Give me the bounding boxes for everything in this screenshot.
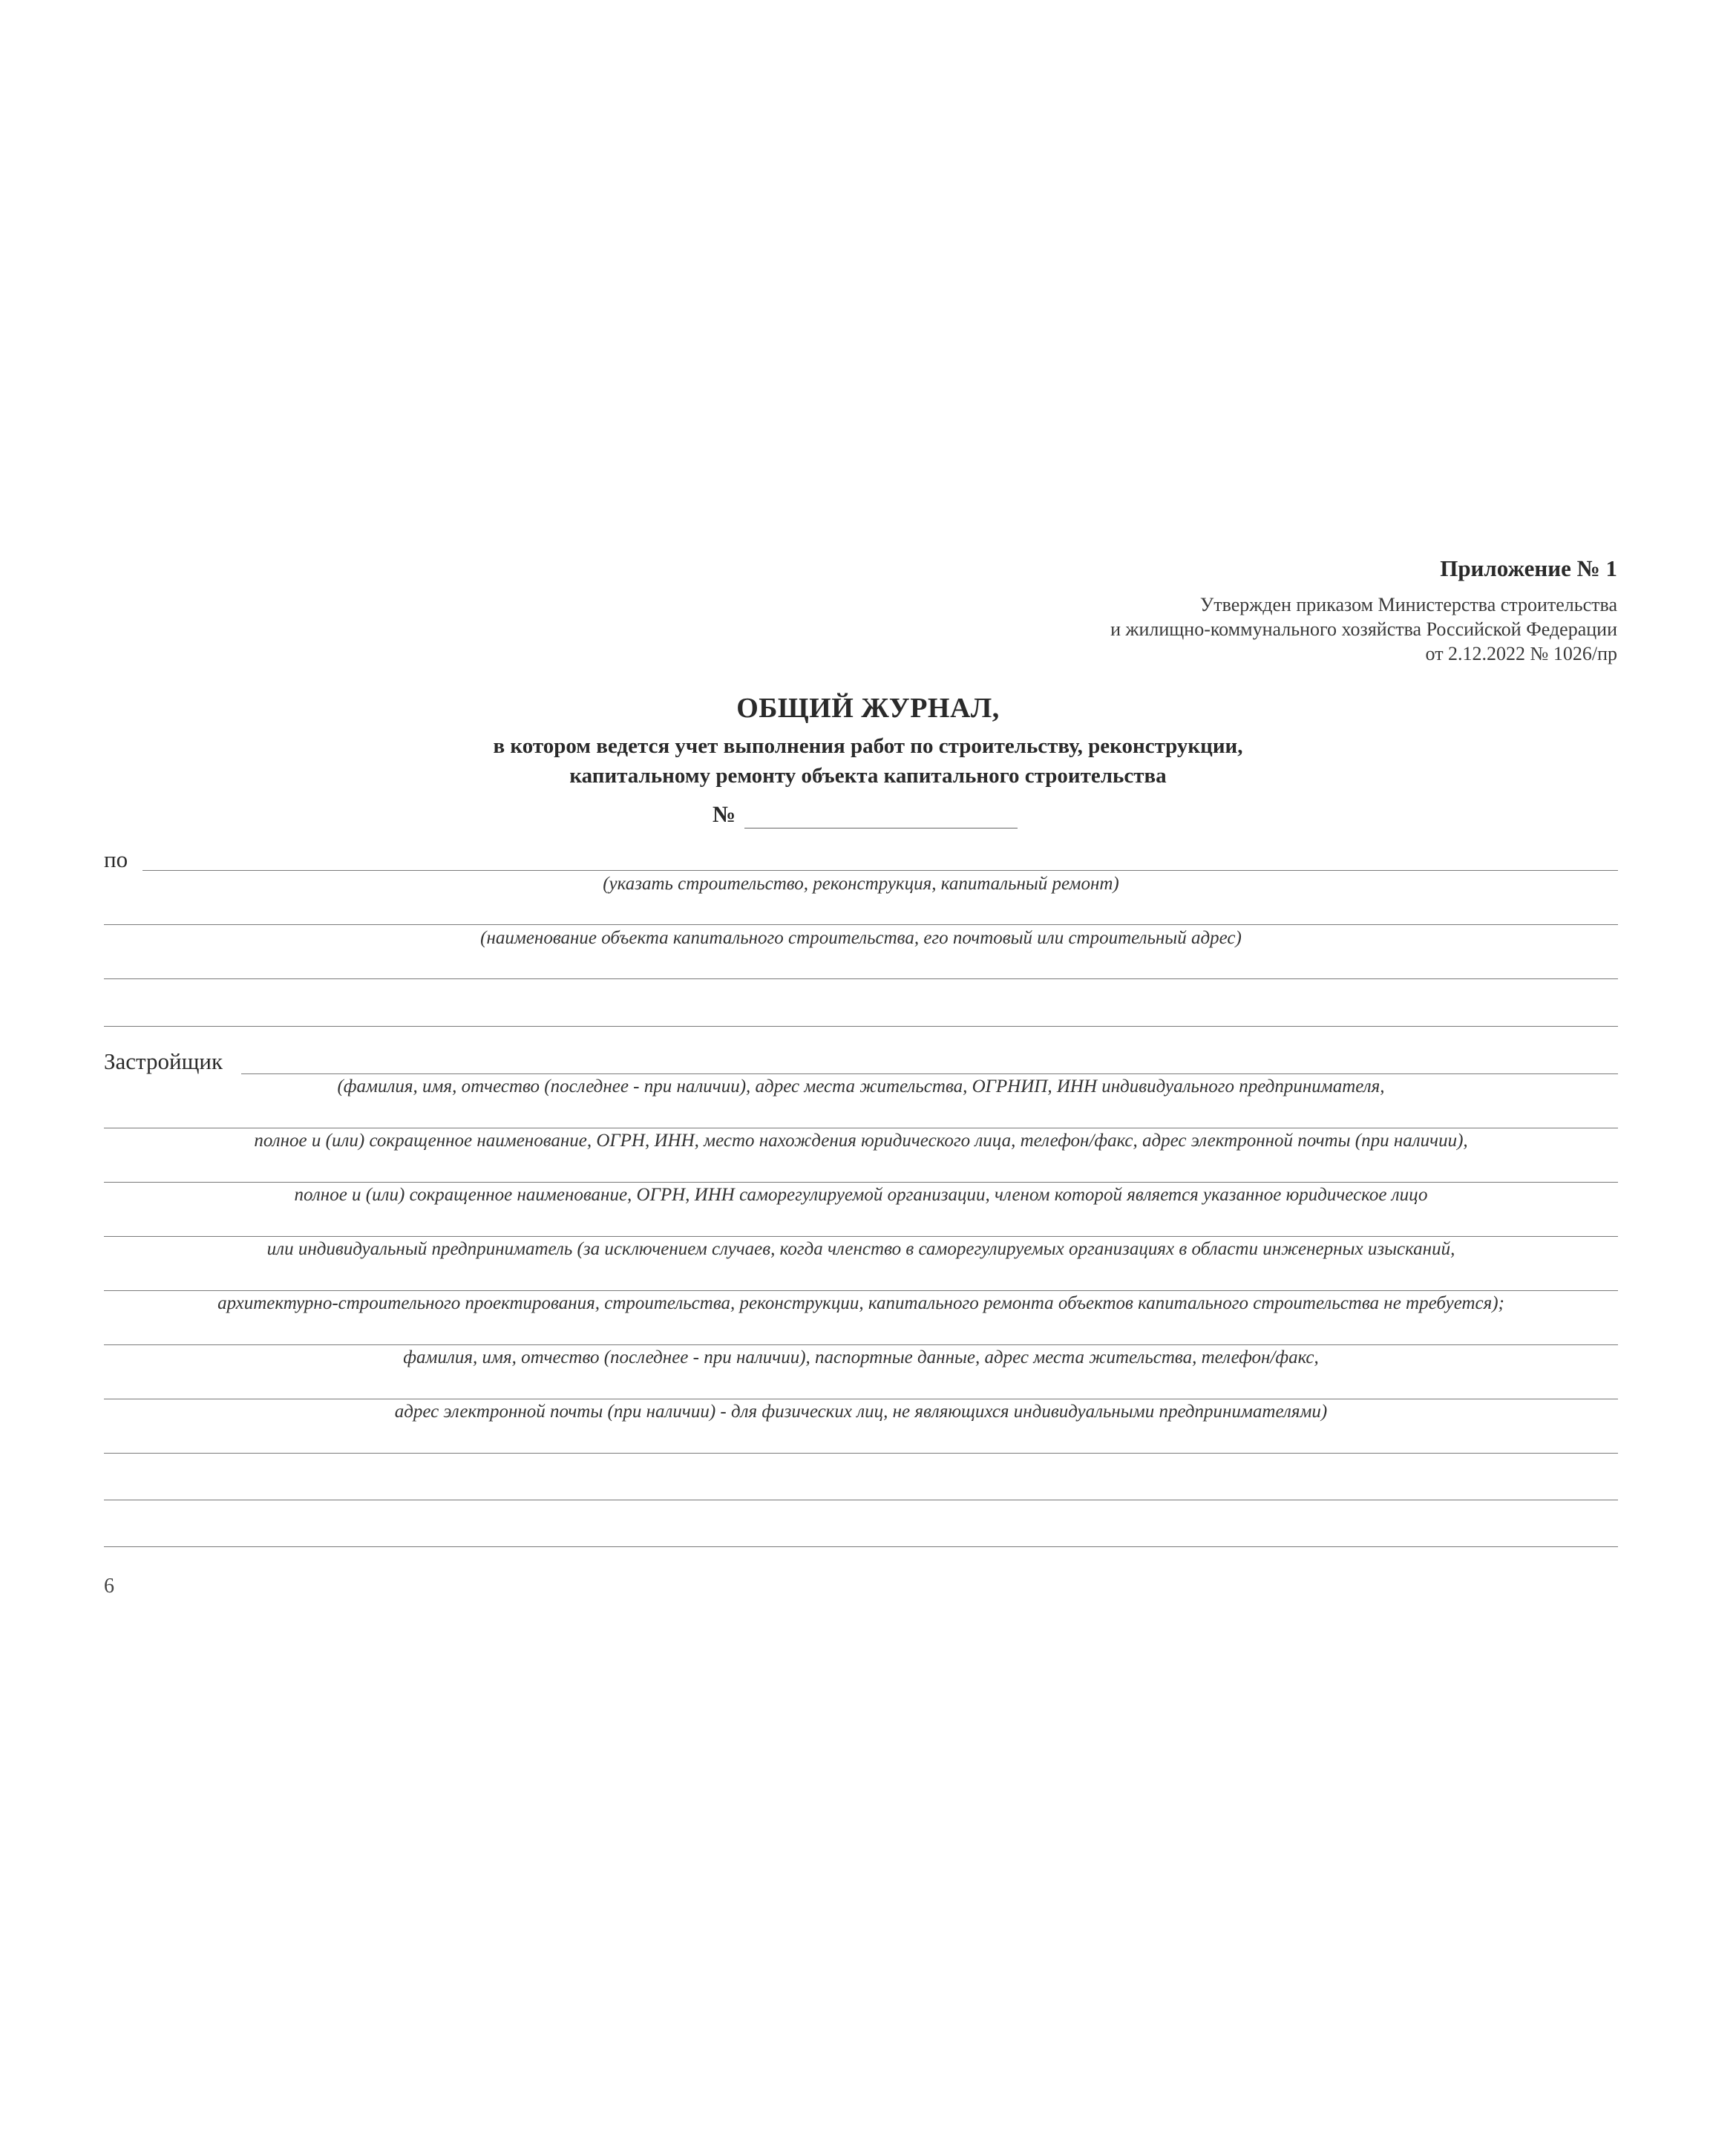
developer-hint: или индивидуальный предприниматель (за исключением случаев, когда членство в саморегулируемых организациях в области инженерных изысканий, (266, 1239, 1455, 1259)
object-address-field-1[interactable] (104, 978, 1618, 979)
object-type-hint: (указать строительство, реконструкция, капитальный ремонт) (603, 874, 1119, 894)
object-address-field-2[interactable] (104, 1026, 1618, 1027)
subtitle-line: в котором ведется учет выполнения работ по строительству, реконструкции, (493, 734, 1243, 758)
developer-field[interactable] (104, 1290, 1618, 1291)
developer-hint: фамилия, имя, отчество (последнее - при наличии), паспортные данные, адрес места жительства, телефон/факс, (403, 1347, 1319, 1367)
object-type-field[interactable] (143, 870, 1618, 871)
document-subtitle (0, 731, 1736, 791)
developer-field[interactable] (104, 1344, 1618, 1345)
object-label: по (104, 846, 128, 872)
developer-field[interactable] (241, 1073, 1618, 1074)
approval-text (1110, 592, 1617, 666)
page-number: 6 (104, 1575, 114, 1598)
subtitle-line: капитальному ремонту объекта капитального строительства (569, 764, 1167, 788)
developer-hint: архитектурно-строительного проектирования, строительства, реконструкции, капитального ремонта объектов капитального строительства не требуется); (217, 1293, 1504, 1313)
journal-number-label: № (713, 801, 736, 827)
developer-hint: полное и (или) сокращенное наименование, ОГРН, ИНН саморегулируемой организации, членом которой является указанное юридическое лицо (294, 1185, 1428, 1205)
approval-line: Утвержден приказом Министерства строительства (1199, 594, 1617, 615)
approval-line: от 2.12.2022 № 1026/пр (1425, 643, 1617, 664)
developer-extra-field-1[interactable] (104, 1453, 1618, 1454)
developer-field[interactable] (104, 1236, 1618, 1237)
developer-hint: (фамилия, имя, отчество (последнее - при наличии), адрес места жительства, ОГРНИП, ИНН индивидуального предпринимателя, (337, 1076, 1385, 1096)
developer-hint: полное и (или) сокращенное наименование, ОГРН, ИНН, место нахождения юридического лица, телефон/факс, адрес электронной почты (при наличии), (254, 1131, 1468, 1151)
developer-label: Застройщик (104, 1048, 223, 1074)
appendix-title: Приложение № 1 (1440, 555, 1617, 581)
developer-extra-field-3[interactable] (104, 1546, 1618, 1547)
document-title: ОБЩИЙ ЖУРНАЛ, (736, 693, 1000, 724)
object-name-field[interactable] (104, 924, 1618, 925)
developer-field[interactable] (104, 1182, 1618, 1183)
approval-line: и жилищно-коммунального хозяйства Российской Федерации (1110, 618, 1617, 640)
object-name-hint: (наименование объекта капитального строительства, его почтовый или строительный адрес) (480, 928, 1242, 948)
developer-hint: адрес электронной почты (при наличии) - для физических лиц, не являющихся индивидуальными предпринимателями) (394, 1402, 1328, 1422)
